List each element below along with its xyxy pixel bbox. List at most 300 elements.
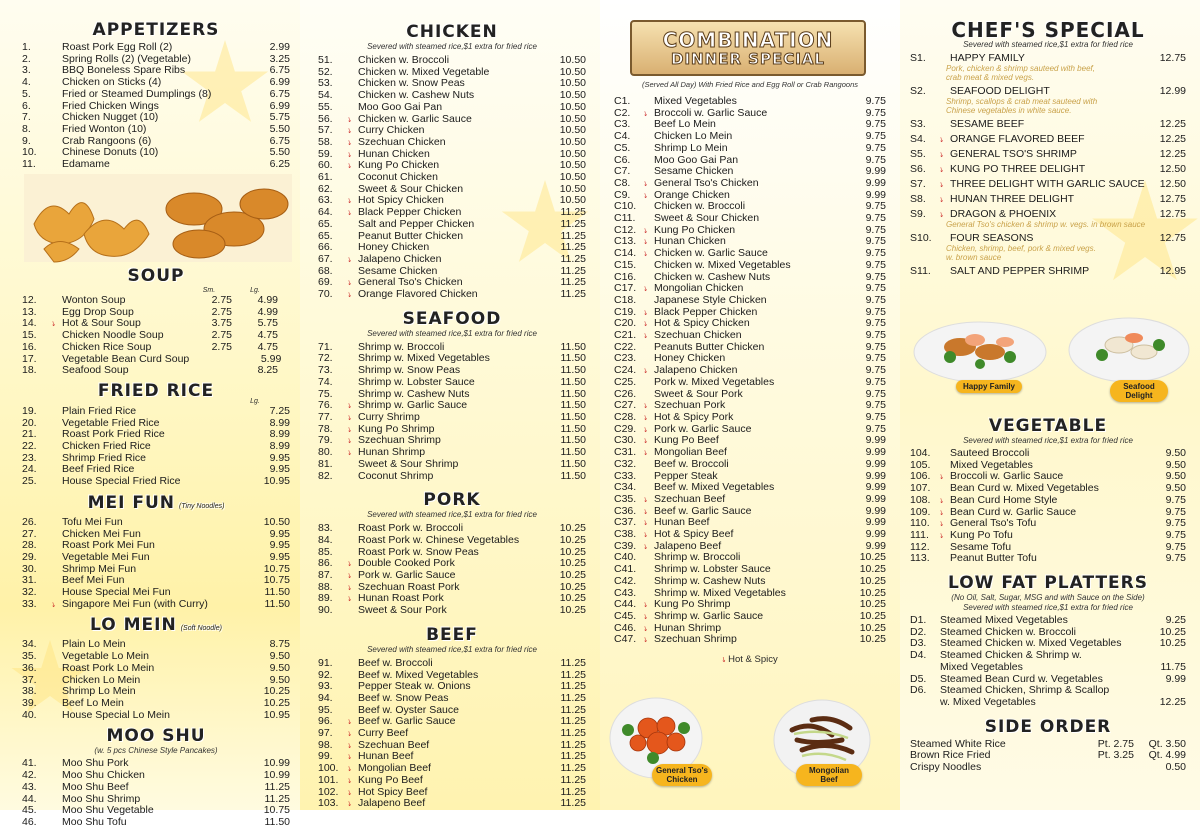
item-price: 11.25 bbox=[560, 797, 586, 810]
item-number: 65. bbox=[318, 217, 333, 230]
item-name: Hot & Sour Soup bbox=[62, 317, 141, 330]
item-name: General Tso's Chicken bbox=[654, 176, 759, 189]
mei-fun-note: (Tiny Noodles) bbox=[178, 502, 225, 510]
item-name: Beef w. Mixed Vegetables bbox=[358, 668, 479, 681]
item-name: Chicken w. Garlic Sauce bbox=[654, 247, 768, 260]
item-name: Shrimp w. Snow Peas bbox=[358, 364, 461, 377]
item-price: 9.75 bbox=[1165, 505, 1186, 518]
item-number: 19. bbox=[22, 404, 37, 417]
pepper-spacer bbox=[348, 78, 358, 90]
item-number: 106. bbox=[910, 470, 931, 483]
item-price: 9.75 bbox=[1165, 493, 1186, 506]
item-name: KUNG PO THREE DELIGHT bbox=[950, 163, 1086, 175]
pepper-icon: ⭏ bbox=[348, 207, 352, 218]
item-number: S5. bbox=[910, 148, 926, 160]
pepper-spacer bbox=[52, 354, 62, 366]
item-number: 83. bbox=[318, 522, 333, 535]
item-price: 11.25 bbox=[560, 668, 586, 681]
item-name: House Special Lo Mein bbox=[62, 708, 170, 721]
menu-item bbox=[614, 634, 886, 646]
menu-item bbox=[22, 159, 290, 171]
item-name: Curry Beef bbox=[358, 727, 409, 740]
item-price: 9.75 bbox=[865, 95, 886, 107]
menu-item bbox=[318, 254, 586, 266]
item-number: 96. bbox=[318, 715, 333, 728]
item-number: C46. bbox=[614, 621, 637, 634]
menu-item bbox=[318, 570, 586, 582]
item-price: 11.50 bbox=[560, 352, 586, 365]
item-number: 89. bbox=[318, 592, 333, 605]
pepper-spacer bbox=[940, 460, 950, 472]
pepper-spacer bbox=[644, 131, 654, 143]
appetizers-list bbox=[22, 42, 290, 171]
item-name: Coconut Shrimp bbox=[358, 469, 434, 482]
pepper-icon: ⭏ bbox=[644, 505, 648, 516]
chef-special-row bbox=[910, 148, 1186, 160]
item-name: Chicken on Sticks (4) bbox=[62, 76, 162, 89]
item-name: Mongolian Beef bbox=[654, 446, 727, 459]
item-number: 102. bbox=[318, 785, 339, 798]
panel-1 bbox=[0, 0, 300, 828]
item-price: 9.75 bbox=[865, 200, 886, 213]
item-price: 11.50 bbox=[560, 340, 586, 353]
item-name: Roast Pork Lo Mein bbox=[62, 661, 155, 674]
item-price: 9.75 bbox=[865, 130, 886, 143]
item-number: C25. bbox=[614, 375, 637, 388]
beef-heading: BEEF bbox=[426, 624, 478, 645]
item-price: 10.25 bbox=[559, 533, 586, 546]
seafood-delight-label: Seafood Delight bbox=[1110, 380, 1168, 402]
pepper-icon: ⭏ bbox=[940, 529, 944, 540]
item-number: S7. bbox=[910, 178, 926, 190]
item-price: 9.75 bbox=[1165, 528, 1186, 541]
item-price-large: 5.99 bbox=[260, 352, 282, 365]
item-name: Moo Shu Chicken bbox=[62, 769, 145, 782]
chefs-special-note: Severed with steamed rice,$1 extra for fried rice bbox=[963, 40, 1133, 49]
item-number: 26. bbox=[22, 515, 37, 528]
item-name: Kung Po Shrimp bbox=[654, 598, 731, 611]
item-number: 65. bbox=[318, 229, 333, 242]
item-number: 109. bbox=[910, 505, 931, 518]
item-number: C37. bbox=[614, 516, 637, 529]
item-price: 11.25 bbox=[560, 656, 586, 669]
menu-item bbox=[614, 260, 886, 272]
item-number: 16. bbox=[22, 340, 37, 353]
pepper-spacer bbox=[644, 201, 654, 213]
item-number: D1. bbox=[910, 614, 927, 627]
item-price: 12.25 bbox=[1159, 133, 1186, 145]
pepper-spacer bbox=[52, 587, 62, 599]
pepper-icon: ⭏ bbox=[644, 400, 648, 411]
item-price: 8.99 bbox=[269, 428, 290, 441]
pepper-icon: ⭏ bbox=[644, 236, 648, 247]
pepper-icon: ⭏ bbox=[348, 125, 352, 136]
item-name: Szechuan Pork bbox=[654, 399, 726, 412]
item-number: C18. bbox=[614, 293, 637, 306]
item-price: 9.50 bbox=[1165, 470, 1186, 483]
menu-item bbox=[22, 124, 290, 136]
pepper-spacer bbox=[52, 147, 62, 159]
item-name: Chicken Rice Soup bbox=[62, 340, 152, 353]
item-name: Broccoli w. Garlic Sauce bbox=[950, 470, 1064, 483]
item-price: 9.99 bbox=[865, 516, 886, 529]
pepper-icon: ⭏ bbox=[348, 160, 352, 171]
item-number: C8. bbox=[614, 176, 631, 189]
item-number: 52. bbox=[318, 65, 333, 78]
item-number: 81. bbox=[318, 457, 333, 470]
item-price: 8.75 bbox=[269, 638, 290, 651]
low-fat-note-2: Severed with steamed rice,$1 extra for fried rice bbox=[963, 603, 1133, 613]
pepper-spacer bbox=[348, 353, 358, 365]
pepper-spacer bbox=[644, 295, 654, 307]
item-name: Pork w. Garlic Sauce bbox=[358, 569, 456, 582]
item-number: 21. bbox=[22, 428, 37, 441]
combination-subtitle: DINNER SPECIAL bbox=[671, 49, 825, 68]
item-number: 105. bbox=[910, 458, 931, 471]
item-name: Sweet & Sour Pork bbox=[654, 387, 743, 400]
item-price: 9.99 bbox=[865, 188, 886, 201]
item-name: Roast Pork w. Chinese Vegetables bbox=[358, 533, 520, 546]
item-price: 10.50 bbox=[559, 135, 586, 148]
item-number: 103. bbox=[318, 797, 339, 810]
item-number: C39. bbox=[614, 539, 637, 552]
item-price-small: 2.75 bbox=[211, 294, 232, 306]
item-price: 10.25 bbox=[559, 545, 586, 558]
item-price: 6.75 bbox=[269, 64, 290, 77]
item-price: 10.50 bbox=[559, 124, 586, 137]
low-fat-note-1: (No Oil, Salt, Sugar, MSG and with Sauce on the Side) bbox=[951, 593, 1145, 603]
item-name: Chicken w. Mixed Vegetables bbox=[654, 258, 791, 271]
item-description: w. brown sauce bbox=[946, 253, 1002, 262]
item-name: Szechuan Beef bbox=[358, 738, 430, 751]
item-price: 11.25 bbox=[560, 762, 586, 775]
item-price: 9.75 bbox=[865, 153, 886, 166]
pepper-spacer bbox=[52, 124, 62, 136]
pepper-spacer bbox=[348, 219, 358, 231]
item-price: 9.99 bbox=[865, 492, 886, 505]
pepper-spacer bbox=[52, 675, 62, 687]
item-price-small: 2.75 bbox=[211, 329, 232, 342]
item-name: Chicken Fried Rice bbox=[62, 440, 151, 453]
item-price: 10.25 bbox=[859, 621, 886, 634]
item-name: Szechuan Shrimp bbox=[358, 434, 441, 447]
item-name: Shrimp Lo Mein bbox=[654, 141, 728, 154]
item-number: S6. bbox=[910, 163, 926, 175]
item-name: Kung Po Chicken bbox=[654, 223, 736, 236]
pepper-spacer bbox=[52, 429, 62, 441]
item-number: 63. bbox=[318, 194, 333, 207]
item-number: 90. bbox=[318, 604, 333, 617]
item-name: Beef Mei Fun bbox=[62, 574, 125, 587]
item-name: Szechuan Beef bbox=[654, 492, 726, 505]
item-price: 9.75 bbox=[865, 317, 886, 330]
pepper-spacer bbox=[52, 112, 62, 124]
item-name: Beef w. Snow Peas bbox=[358, 691, 449, 704]
item-number: 112. bbox=[910, 540, 930, 553]
item-number: S10. bbox=[910, 232, 932, 244]
item-price: 9.75 bbox=[865, 212, 886, 225]
item-number: 58. bbox=[318, 135, 333, 148]
item-name: BBQ Boneless Spare Ribs bbox=[62, 64, 186, 77]
pepper-icon: ⭏ bbox=[644, 365, 648, 376]
menu-item bbox=[910, 495, 1186, 507]
pork-list bbox=[318, 523, 586, 617]
item-price: 12.99 bbox=[1159, 85, 1186, 97]
pepper-spacer bbox=[52, 552, 62, 564]
menu-item bbox=[614, 611, 886, 623]
item-name: Jalapeno Beef bbox=[654, 539, 722, 552]
item-name: Mixed Vegetables bbox=[950, 458, 1033, 471]
mei-fun-title: MEI FUN bbox=[87, 492, 175, 513]
item-price: 9.50 bbox=[269, 661, 290, 674]
item-name: Chicken w. Cashew Nuts bbox=[358, 89, 475, 102]
item-price: 11.25 bbox=[560, 785, 586, 798]
item-price: 11.25 bbox=[560, 703, 586, 716]
pepper-icon: ⭏ bbox=[940, 494, 944, 505]
pepper-spacer bbox=[348, 365, 358, 377]
item-price: 11.50 bbox=[560, 387, 586, 400]
panel-2 bbox=[300, 0, 600, 810]
pepper-spacer bbox=[644, 119, 654, 131]
item-price: 10.50 bbox=[559, 89, 586, 102]
menu-item bbox=[22, 817, 290, 829]
pepper-icon: ⭏ bbox=[348, 195, 352, 206]
pepper-icon: ⭏ bbox=[644, 610, 648, 621]
combination-list bbox=[614, 96, 886, 646]
lo-mein-title: LO MEIN bbox=[90, 615, 177, 636]
menu-item bbox=[22, 476, 290, 488]
item-price: 9.99 bbox=[865, 176, 886, 189]
item-number: C4. bbox=[614, 130, 631, 143]
item-number: 44. bbox=[22, 792, 37, 805]
pepper-icon: ⭏ bbox=[940, 518, 944, 529]
pepper-icon: ⭏ bbox=[940, 209, 944, 219]
item-name: Hot & Spicy Chicken bbox=[654, 317, 750, 330]
menu-item bbox=[614, 213, 886, 225]
item-number: 43. bbox=[22, 780, 37, 793]
item-price-small: 2.75 bbox=[211, 305, 232, 318]
item-name: Jalapeno Beef bbox=[358, 797, 426, 810]
panel-4 bbox=[900, 0, 1200, 810]
item-name: Bean Curd w. Mixed Vegetables bbox=[950, 482, 1099, 495]
pepper-icon: ⭏ bbox=[348, 774, 352, 785]
seafood-list bbox=[318, 342, 586, 482]
item-number: 55. bbox=[318, 100, 333, 113]
item-number: 39. bbox=[22, 696, 37, 709]
item-name: Shrimp Lo Mein bbox=[62, 685, 136, 698]
item-price: 10.50 bbox=[559, 100, 586, 113]
pepper-spacer bbox=[52, 686, 62, 698]
item-name: Fried or Steamed Dumplings (8) bbox=[62, 87, 212, 100]
menu-item bbox=[318, 728, 586, 740]
item-number: 93. bbox=[318, 680, 333, 693]
item-name: Pork w. Garlic Sauce bbox=[654, 422, 752, 435]
item-number: 54. bbox=[318, 89, 333, 102]
item-quart-price: Qt. 4.99 bbox=[1148, 749, 1186, 762]
item-name: Chicken Mei Fun bbox=[62, 527, 141, 540]
menu-item bbox=[614, 576, 886, 588]
item-price: 11.50 bbox=[560, 422, 586, 435]
item-name: Edamame bbox=[62, 158, 110, 171]
item-number: 75. bbox=[318, 387, 333, 400]
item-price: 9.75 bbox=[865, 329, 886, 342]
seafood-heading: SEAFOOD bbox=[402, 308, 502, 329]
item-number: 68. bbox=[318, 264, 333, 277]
item-price: 11.50 bbox=[560, 446, 586, 459]
item-price: 10.95 bbox=[263, 475, 290, 488]
pepper-icon: ⭏ bbox=[644, 423, 648, 434]
item-name: Shrimp w. Garlic Sauce bbox=[654, 609, 764, 622]
pepper-spacer bbox=[348, 547, 358, 559]
menu-item bbox=[318, 798, 586, 810]
item-name: Beef Lo Mein bbox=[654, 118, 716, 131]
item-number: C22. bbox=[614, 340, 637, 353]
item-price: 11.25 bbox=[560, 264, 586, 277]
pepper-icon: ⭏ bbox=[644, 529, 648, 540]
item-name: Steamed Chicken w. Mixed Vegetables bbox=[940, 637, 1122, 650]
pepper-spacer bbox=[940, 52, 950, 64]
menu-item bbox=[22, 663, 290, 675]
item-name: Spring Rolls (2) (Vegetable) bbox=[62, 52, 191, 65]
chef-special-item bbox=[910, 133, 1186, 145]
item-name: Vegetable Lo Mein bbox=[62, 650, 149, 663]
item-name: Shrimp w. Garlic Sauce bbox=[358, 399, 468, 412]
item-price: 9.99 bbox=[865, 446, 886, 459]
item-name: Peanuts Butter Chicken bbox=[654, 340, 765, 353]
item-price: 11.25 bbox=[560, 691, 586, 704]
item-number: 53. bbox=[318, 77, 333, 90]
item-name: Chicken w. Broccoli bbox=[358, 54, 450, 66]
item-price: 9.75 bbox=[865, 141, 886, 154]
item-price: 12.25 bbox=[1159, 148, 1186, 160]
item-price: 10.50 bbox=[559, 182, 586, 195]
vegetable-note: Severed with steamed rice,$1 extra for fried rice bbox=[963, 436, 1133, 445]
item-number: C16. bbox=[614, 270, 637, 283]
menu-item bbox=[318, 377, 586, 389]
item-price: 9.75 bbox=[865, 352, 886, 365]
item-number: C45. bbox=[614, 609, 637, 622]
item-name: Plain Lo Mein bbox=[62, 638, 126, 651]
pepper-spacer bbox=[644, 353, 654, 365]
menu-item bbox=[22, 782, 290, 794]
item-pint-price bbox=[1082, 762, 1134, 774]
beef-list bbox=[318, 658, 586, 810]
pepper-spacer bbox=[644, 471, 654, 483]
fried-rice-lg-label: Lg. bbox=[250, 397, 260, 405]
item-price: 9.75 bbox=[865, 282, 886, 295]
pepper-spacer bbox=[52, 42, 62, 54]
item-price: 11.50 bbox=[560, 399, 586, 412]
item-name: Orange Flavored Chicken bbox=[358, 288, 478, 301]
item-number: 3. bbox=[22, 64, 31, 77]
item-name: Mixed Vegetables bbox=[654, 95, 737, 107]
pepper-icon: ⭏ bbox=[348, 558, 352, 569]
item-number: D3. bbox=[910, 637, 927, 650]
pepper-spacer bbox=[348, 705, 358, 717]
item-price-small: 2.75 bbox=[211, 340, 232, 353]
item-number: 85. bbox=[318, 545, 333, 558]
item-number: 61. bbox=[318, 171, 333, 184]
pepper-spacer bbox=[52, 564, 62, 576]
pepper-spacer bbox=[644, 377, 654, 389]
item-price: 10.75 bbox=[263, 574, 290, 587]
item-number: 64. bbox=[318, 206, 333, 219]
chef-special-item bbox=[910, 148, 1186, 160]
item-name: Black Pepper Chicken bbox=[358, 206, 462, 219]
item-number: C30. bbox=[614, 434, 637, 447]
lo-mein-note: (Soft Noodle) bbox=[180, 625, 222, 633]
item-price: 8.99 bbox=[269, 416, 290, 429]
menu-item bbox=[318, 459, 586, 471]
item-name: Kung Po Chicken bbox=[358, 159, 440, 172]
item-price: 9.75 bbox=[865, 410, 886, 423]
item-number: C3. bbox=[614, 118, 631, 131]
item-number: 4. bbox=[22, 76, 31, 89]
item-number: 77. bbox=[318, 410, 333, 423]
item-price: 9.99 bbox=[865, 528, 886, 541]
item-number: 99. bbox=[318, 750, 333, 763]
item-name: Moo Shu Vegetable bbox=[62, 804, 154, 817]
item-number: 80. bbox=[318, 446, 333, 459]
happy-family-photo bbox=[910, 312, 1050, 386]
low-fat-row bbox=[910, 697, 1186, 709]
item-name: Hunan Chicken bbox=[358, 147, 430, 160]
item-name: Roast Pork Fried Rice bbox=[62, 428, 165, 441]
item-name: Szechuan Shrimp bbox=[654, 633, 737, 646]
item-price: 11.50 bbox=[560, 375, 586, 388]
item-number: 91. bbox=[318, 656, 333, 669]
pepper-spacer bbox=[52, 89, 62, 101]
item-number: S9. bbox=[910, 208, 926, 220]
item-price: 9.99 bbox=[865, 504, 886, 517]
item-price: 9.75 bbox=[865, 293, 886, 306]
item-name: House Special Fried Rice bbox=[62, 475, 181, 488]
menu-item bbox=[318, 471, 586, 483]
item-number: C47. bbox=[614, 633, 637, 646]
item-number: 24. bbox=[22, 463, 37, 476]
item-price: 7.25 bbox=[269, 404, 290, 417]
mei-fun-heading bbox=[22, 493, 290, 517]
item-name: Pepper Steak bbox=[654, 469, 718, 482]
item-number: 27. bbox=[22, 527, 37, 540]
item-name: Shrimp w. Cashew Nuts bbox=[358, 387, 470, 400]
item-name: Sweet & Sour Pork bbox=[358, 604, 447, 617]
item-price: 11.25 bbox=[264, 780, 290, 793]
item-number: 23. bbox=[22, 451, 37, 464]
item-name: Chicken Lo Mein bbox=[62, 673, 141, 686]
item-price: 6.99 bbox=[269, 76, 290, 89]
item-number: 95. bbox=[318, 703, 333, 716]
item-number: 11. bbox=[22, 158, 36, 171]
item-name: Hunan Shrimp bbox=[654, 621, 722, 634]
low-fat-item bbox=[910, 685, 1186, 708]
item-name: Sauteed Broccoli bbox=[950, 447, 1030, 459]
chef-special-row bbox=[910, 85, 1186, 97]
menu-item bbox=[614, 494, 886, 506]
pepper-icon: ⭏ bbox=[644, 248, 648, 259]
item-number: 12. bbox=[22, 294, 37, 306]
item-name: Broccoli w. Garlic Sauce bbox=[654, 106, 768, 119]
pepper-icon: ⭏ bbox=[644, 634, 648, 645]
item-number: 46. bbox=[22, 815, 37, 828]
item-name: SESAME BEEF bbox=[950, 118, 1025, 130]
item-price-large: 5.75 bbox=[257, 317, 278, 330]
item-price: 9.50 bbox=[1165, 458, 1186, 471]
item-number: 84. bbox=[318, 533, 333, 546]
item-price: 10.50 bbox=[559, 65, 586, 78]
pepper-icon: ⭏ bbox=[348, 786, 352, 797]
item-description: General Tso's chicken & shrimp w. vegs. in brown sauce bbox=[946, 220, 1146, 229]
